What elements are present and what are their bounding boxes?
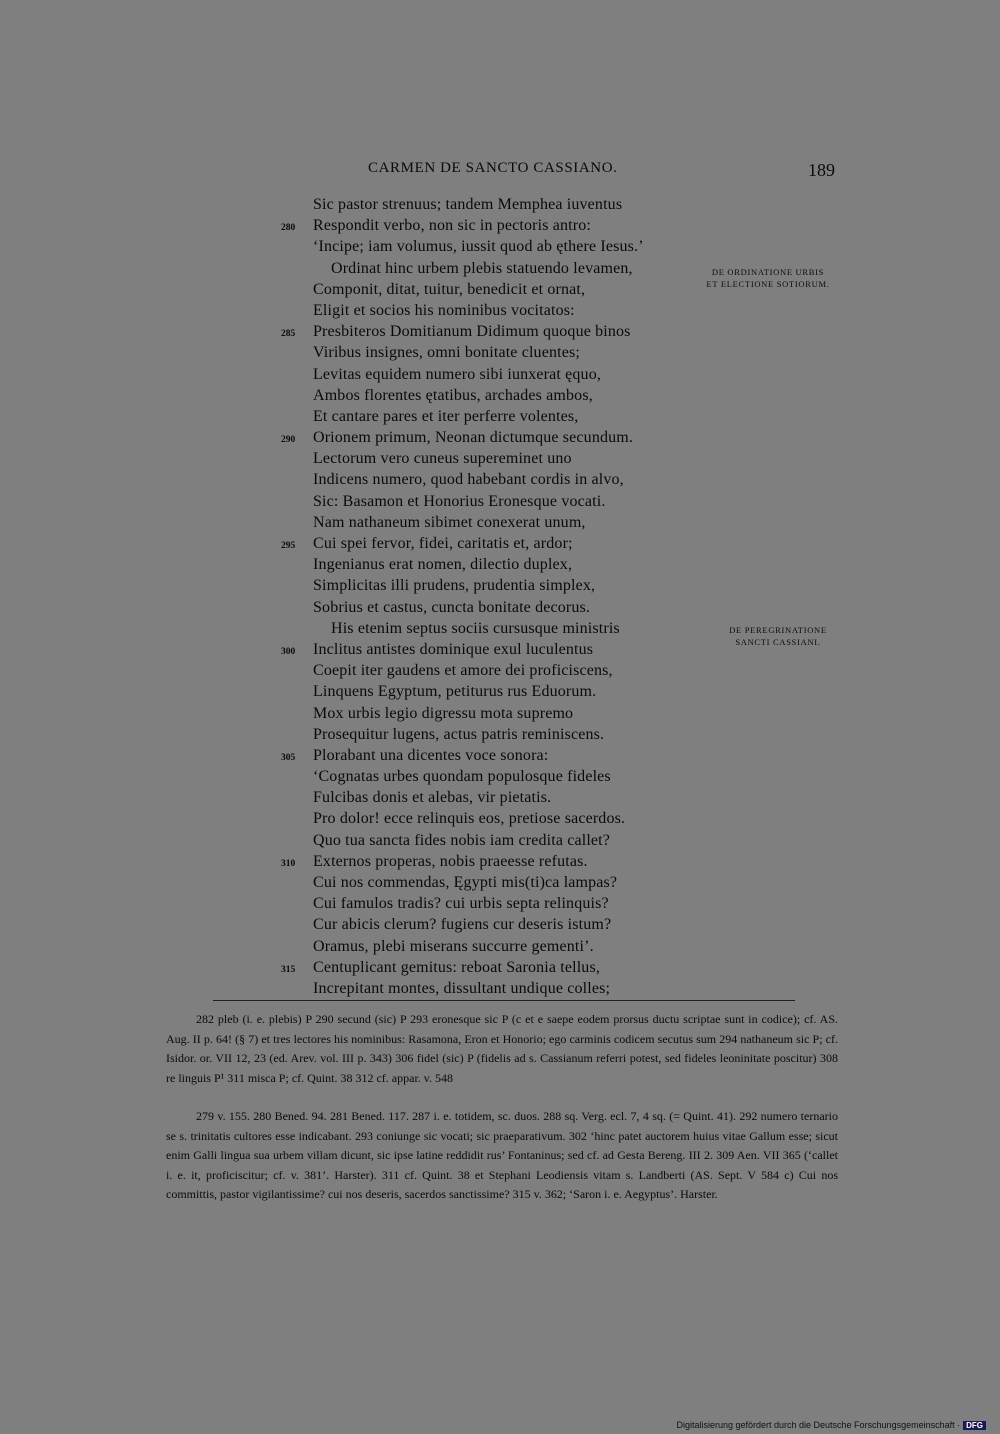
dfg-logo: DFG: [963, 1421, 986, 1430]
verse-text: Fulcibas donis et alebas, vir pietatis.: [313, 789, 552, 807]
verse-line: [0, 832, 1000, 853]
verse-text: His etenim septus sociis cursusque ministris: [331, 619, 620, 637]
verse-text: Eligit et socios his nominibus vocitatos:: [313, 301, 575, 319]
verse-text: Quo tua sancta fides nobis iam credita callet?: [313, 831, 611, 849]
verse-text: Pro dolor! ecce relinquis eos, pretiose sacerdos.: [313, 810, 626, 828]
verse-line: [0, 260, 1000, 281]
running-header: [0, 160, 1000, 184]
verse-line: [0, 895, 1000, 916]
verse-text: Oramus, plebi miserans succurre gementi’.: [313, 937, 594, 955]
verse-line: [0, 387, 1000, 408]
line-number: 290: [281, 435, 296, 446]
verse-text: Indicens numero, quod habebant cordis in alvo,: [313, 471, 624, 489]
verse-text: Lectorum vero cuneus supereminet uno: [313, 450, 572, 468]
verse-text: Mox urbis legio digressu mota supremo: [313, 704, 574, 722]
verse-text: Cur abicis clerum? fugiens cur deseris istum?: [313, 916, 612, 934]
verse-line: [0, 302, 1000, 323]
verse-line: [0, 577, 1000, 598]
sidenote-line: DE ORDINATIONE URBIS: [711, 267, 825, 277]
running-title: CARMEN DE SANCTO CASSIANO.: [368, 160, 618, 176]
line-number: 315: [281, 964, 296, 975]
commentary-notes: [166, 1107, 838, 1205]
verse-line: [0, 874, 1000, 895]
verse-text: Linquens Egyptum, petiturus rus Eduorum.: [313, 683, 597, 701]
verse-text: Ingenianus erat nomen, dilectio duplex,: [313, 556, 573, 574]
critical-apparatus: [166, 1010, 838, 1088]
verse-text: Externos properas, nobis praeesse refutas.: [313, 852, 588, 870]
verse-line: [0, 471, 1000, 492]
verse-line: [0, 620, 1000, 641]
verse-line: [0, 789, 1000, 810]
verse-text: Ordinat hinc urbem plebis statuendo levamen,: [331, 259, 633, 277]
verse-line: [0, 853, 1000, 874]
commentary-text: 279 v. 155. 280 Bened. 94. 281 Bened. 117. 287 i. e. totidem, sc. duos. 288 sq. Verg. ecl. 7, 4 sq. (= Quint. 41). 292 numero ternario se s. trinitatis cultores esse indicabant. 293 coniunge sic vocati; sic praeparativum. 302 ‘hinc patet auctorem huius vitae Gallum esse; sicut enim Galli lingua sua urbem villam dicunt, sic ipse latine reddidit rus’ Fontaninus; sed cf. ad Gesta Bereng. III 2. 309 Aen. VII 365 (‘callet i. e. it, proficiscitur; cf. v. 381’. Harster). 311 cf. Quint. 38 et Stephani Leodiensis vitam s. Landberti (AS. Sept. V 584 c) Cui nos committis, pastor vigilantissime? cui nos deseris, sacerdos sanctissime? 315 v. 362; ‘Saron i. e. Aegyptus’. Harster.: [166, 1109, 838, 1201]
verse-text: Sic pastor strenuus; tandem Memphea iuventus: [313, 196, 623, 213]
verse-line: [0, 662, 1000, 683]
verse-text: Inclitus antistes dominique exul luculentus: [313, 640, 594, 658]
verse-line: [0, 493, 1000, 514]
sidenote-line: DE PEREGRINATIONE: [729, 625, 827, 635]
verse-text: Increpitant montes, dissultant undique colles;: [313, 979, 611, 997]
verse-text: Componit, ditat, tuitur, benedicit et ornat,: [313, 280, 586, 298]
verse-line: [0, 726, 1000, 747]
verse-line: [0, 408, 1000, 429]
verse-line: [0, 366, 1000, 387]
verse-line: [0, 429, 1000, 450]
verse-line: [0, 323, 1000, 344]
verse-text: Viribus insignes, omni bonitate cluentes;: [313, 344, 580, 362]
sidenote-ordination: [693, 266, 843, 290]
verse-line: [0, 641, 1000, 662]
line-number: 300: [281, 646, 296, 657]
verse-text: Levitas equidem numero sibi iunxerat ęquo,: [313, 365, 602, 383]
verse-line: [0, 810, 1000, 831]
verse-text: Sobrius et castus, cuncta bonitate decorus.: [313, 598, 591, 616]
verse-line: [0, 196, 1000, 217]
verse-text: Et cantare pares et iter perferre volentes,: [313, 407, 579, 425]
verse-line: [0, 281, 1000, 302]
verse-text: Sic: Basamon et Honorius Eronesque vocati.: [313, 492, 606, 510]
verse-line: [0, 768, 1000, 789]
verse-line: [0, 344, 1000, 365]
verse-line: [0, 747, 1000, 768]
verse-text: ‘Incipe; iam volumus, iussit quod ab ęthere Iesus.’: [313, 238, 644, 256]
verse-text: Prosequitur lugens, actus patris reminiscens.: [313, 725, 605, 743]
line-number: 305: [281, 752, 296, 763]
verse-text: Cui nos commendas, Ęgypti mis(ti)ca lampas?: [313, 874, 618, 891]
verse-text: ‘Cognatas urbes quondam populosque fideles: [313, 768, 611, 786]
verse-text: Presbiteros Domitianum Didimum quoque binos: [313, 323, 631, 341]
verse-text: Plorabant una dicentes voce sonora:: [313, 746, 549, 764]
line-number: 280: [281, 223, 296, 234]
verse-line: [0, 683, 1000, 704]
apparatus-text: 282 pleb (i. e. plebis) P 290 secund (sic) P 293 eronesque sic P (c et e saepe eodem prorsus ductu scriptae sunt in codice); cf. AS. Aug. II p. 64! (§ 7) et tres lectores his nominibus: Rasamona, Eron et Honorio; ego carminis codicem secutus sum 294 nathaneum sic P; cf. Isidor. or. VII 12, 23 (ed. Arev. vol. III p. 343) 306 fidel (sic) P (fidelis ad s. Cassianum referri potest, sed fideles leoninitate poscitur) 308 re linguis P¹ 311 misca P; cf. Quint. 38 312 cf. appar. v. 548: [166, 1012, 838, 1085]
verse-text: Coepit iter gaudens et amore dei proficiscens,: [313, 662, 613, 680]
verse-line: [0, 705, 1000, 726]
verse-line: [0, 535, 1000, 556]
verse-text: Cui famulos tradis? cui urbis septa relinquis?: [313, 895, 609, 913]
verse-text: Simplicitas illi prudens, prudentia simplex,: [313, 577, 596, 595]
verse-text: Nam nathaneum sibimet conexerat unum,: [313, 513, 586, 531]
verse-line: [0, 514, 1000, 535]
footer-text: Digitalisierung gefördert durch die Deutsche Forschungsgemeinschaft ·: [676, 1420, 961, 1430]
footnote-divider: [213, 1000, 795, 1001]
line-number: 285: [281, 329, 296, 340]
verse-text: Ambos florentes ętatibus, archades ambos,: [313, 386, 593, 404]
line-number: 295: [281, 541, 296, 551]
verse-line: [0, 938, 1000, 959]
sidenote-peregrination: [708, 624, 848, 648]
verse-line: [0, 556, 1000, 577]
verse-text: Respondit verbo, non sic in pectoris antro:: [313, 217, 591, 235]
verse-line: [0, 959, 1000, 980]
sidenote-line: SANCTI CASSIANI.: [735, 637, 821, 647]
verse-text: Cui spei fervor, fidei, caritatis et, ardor;: [313, 535, 573, 552]
verse-line: [0, 450, 1000, 471]
sidenote-line: ET ELECTIONE SOTIORUM.: [706, 279, 830, 289]
page-number: 189: [808, 160, 835, 180]
verse-text: Centuplicant gemitus: reboat Saronia tellus,: [313, 958, 600, 976]
verse-line: [0, 980, 1000, 1001]
verse-line: [0, 217, 1000, 238]
poem-text: [0, 196, 1000, 1001]
verse-line: [0, 916, 1000, 937]
verse-text: Orionem primum, Neonan dictumque secundum.: [313, 429, 634, 447]
line-number: 310: [281, 858, 296, 869]
verse-line: [0, 599, 1000, 620]
funding-credit: [676, 1420, 986, 1430]
verse-line: [0, 238, 1000, 259]
